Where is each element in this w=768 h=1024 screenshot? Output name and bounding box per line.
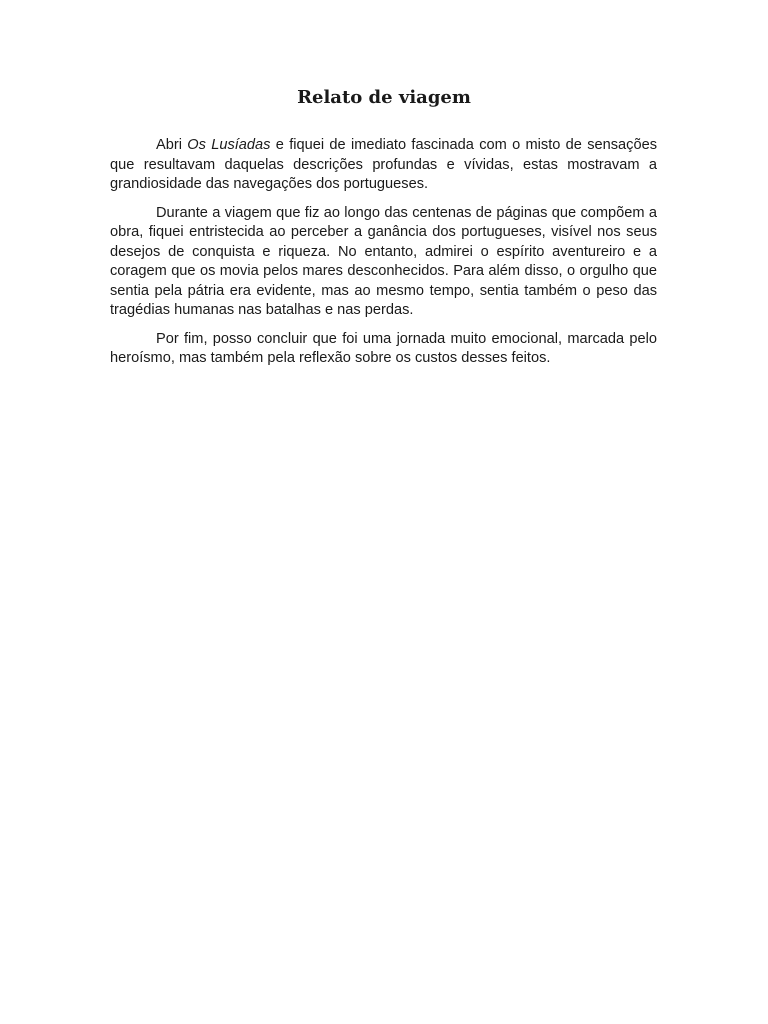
paragraph-3: Por fim, posso concluir que foi uma jornada muito emocional, marcada pelo heroísmo, mas também pela reflexão sobre os custos desses feitos.: [110, 330, 657, 366]
paragraph-2: Durante a viagem que fiz ao longo das centenas de páginas que compõem a obra, fiquei entristecida ao perceber a ganância dos portugueses, visível nos seus desejos de conquista e riqueza. No entanto, admirei o espírito aventureiro e a coragem que os movia pelos mares desconhecidos. Para além disso, o orgulho que sentia pela pátria era evidente, mas ao mesmo tempo, sentia também o peso das tragédias humanas nas batalhas e nas perdas.: [110, 204, 657, 318]
paragraph-1-prefix: Abri: [156, 137, 188, 153]
book-title-italic: Os Lusíadas: [187, 137, 271, 153]
paragraph-1: [110, 136, 657, 195]
paragraph-1-suffix: e fiquei de imediato fascinada com o misto de sensações que resultavam daquelas descrições profundas e vívidas, estas mostravam a grandiosidade das navegações dos portugueses.: [110, 137, 657, 192]
document-title: Relato de viagem: [297, 87, 471, 108]
document-body: [110, 136, 657, 378]
